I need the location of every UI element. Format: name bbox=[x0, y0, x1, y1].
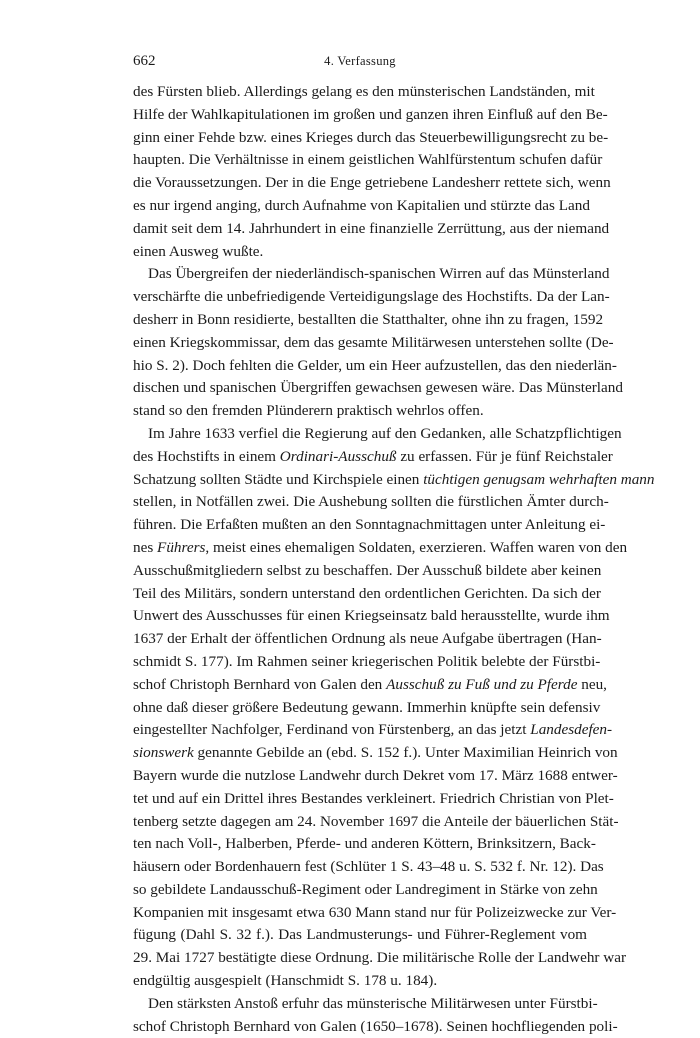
text-line bbox=[133, 924, 587, 947]
italic-text: sionswerk bbox=[133, 744, 194, 762]
running-head: 4. Verfassung bbox=[324, 54, 396, 68]
text-segment: Im Jahre 1633 verfiel die Regierung auf den Gedanken, alle Schatzpflichtigen bbox=[148, 424, 622, 442]
text-segment: desherr in Bonn residierte, bestallten die Statthalter, ohne ihn zu fragen, 1592 bbox=[133, 310, 604, 328]
text-line bbox=[133, 583, 601, 606]
text-line bbox=[133, 674, 607, 697]
text-line bbox=[133, 104, 608, 127]
text-line bbox=[133, 332, 614, 355]
text-segment: Hilfe der Wahlkapitulationen im großen und ganzen ihren Einfluß auf den Be- bbox=[133, 105, 608, 123]
text-segment: einen Ausweg wußte. bbox=[133, 242, 264, 260]
text-segment: Ausschußmitgliedern selbst zu beschaffen. Der Ausschuß bildete aber keinen bbox=[133, 561, 602, 579]
text-segment: stand so den fremden Plünderern praktisch wehrlos offen. bbox=[133, 402, 484, 420]
text-segment: tenberg setzte dagegen am 24. November 1697 die Anteile der bäuerlichen Stät- bbox=[133, 812, 619, 830]
text-segment: ohne daß dieser größere Bedeutung gewann. Immerhin knüpfte sein defensiv bbox=[133, 698, 601, 716]
text-line bbox=[133, 514, 606, 537]
text-line bbox=[133, 309, 604, 332]
text-line bbox=[133, 765, 618, 788]
italic-text: Führers bbox=[157, 538, 206, 556]
text-segment: 29. Mai 1727 bestätigte diese Ordnung. Die militärische Rolle der Landwehr war bbox=[133, 949, 627, 967]
text-segment: des Hochstifts in einem bbox=[133, 447, 280, 465]
text-line bbox=[133, 628, 602, 651]
text-segment: Den stärksten Anstoß erfuhr das münsterische Militärwesen unter Fürstbi- bbox=[148, 994, 598, 1012]
text-segment: neu, bbox=[577, 675, 607, 693]
text-line bbox=[133, 218, 610, 241]
text-line bbox=[133, 833, 596, 856]
text-segment: verschärfte die unbefriedigende Verteidigungslage des Hochstifts. Da der Lan- bbox=[133, 288, 610, 306]
text-segment: zu erfassen. Für je fünf Reichstaler bbox=[396, 447, 613, 465]
text-line bbox=[133, 355, 617, 378]
text-segment: 1637 der Erhalt der öffentlichen Ordnung als neue Aufgabe übertragen (Han- bbox=[133, 630, 602, 648]
text-segment: Unwert des Ausschusses für einen Kriegseinsatz bald herausstellte, wurde ihm bbox=[133, 607, 610, 625]
text-line bbox=[133, 560, 602, 583]
italic-text: Landesdefen- bbox=[530, 721, 613, 739]
text-line bbox=[133, 993, 598, 1016]
text-line bbox=[133, 81, 595, 104]
text-segment: die Voraussetzungen. Der in die Enge getriebene Landesherr rettete sich, wenn bbox=[133, 174, 611, 192]
text-segment: hio S. 2). Doch fehlten die Gelder, um ein Heer aufzustellen, das den niederlän- bbox=[133, 356, 617, 374]
text-segment: Bayern wurde die nutzlose Landwehr durch Dekret vom 17. März 1688 entwer- bbox=[133, 766, 618, 784]
text-line bbox=[133, 377, 623, 400]
body-text bbox=[133, 81, 655, 1038]
text-line bbox=[133, 172, 611, 195]
text-line bbox=[133, 970, 587, 993]
text-segment: , meist eines ehemaligen Soldaten, exerzieren. Waffen waren von den bbox=[205, 538, 628, 556]
text-line bbox=[133, 469, 655, 492]
text-segment: Schatzung sollten Städte und Kirchspiele einen bbox=[133, 470, 424, 488]
text-line bbox=[133, 697, 601, 720]
text-segment: eingestellter Nachfolger, Ferdinand von Fürstenberg, an das jetzt bbox=[133, 721, 531, 739]
text-line bbox=[133, 491, 609, 514]
text-line bbox=[133, 651, 601, 674]
text-line bbox=[133, 446, 613, 469]
text-line bbox=[133, 788, 614, 811]
text-segment: fügung (Dahl S. 32 f.). Das Landmusterungs- und Führer-Reglement vom bbox=[133, 926, 587, 944]
text-line bbox=[133, 263, 610, 286]
text-line bbox=[133, 286, 610, 309]
text-segment: dischen und spanischen Übergriffen gewachsen gewesen wäre. Das Münsterland bbox=[133, 379, 623, 397]
text-line bbox=[133, 1016, 618, 1038]
page-number: 662 bbox=[133, 53, 156, 69]
text-line bbox=[133, 902, 617, 925]
text-line bbox=[133, 195, 590, 218]
text-line bbox=[133, 719, 613, 742]
text-segment: haupten. Die Verhältnisse in einem geistlichen Wahlfürstentum schufen dafür bbox=[133, 151, 603, 169]
page-header bbox=[133, 53, 587, 71]
text-segment: endgültig ausgespielt (Hanschmidt S. 178 u. 184). bbox=[133, 972, 438, 990]
text-segment: so gebildete Landausschuß-Regiment oder Landregiment in Stärke von zehn bbox=[133, 880, 598, 898]
text-line bbox=[133, 400, 587, 423]
text-segment: einen Kriegskommissar, dem das gesamte Militärwesen unterstehen sollte (De- bbox=[133, 333, 614, 351]
text-segment: genannte Gebilde an (ebd. S. 152 f.). Unter Maximilian Heinrich von bbox=[193, 744, 618, 762]
text-segment: tet und auf ein Drittel ihres Bestandes verkleinert. Friedrich Christian von Plet- bbox=[133, 789, 614, 807]
text-segment: schof Christoph Bernhard von Galen (1650–1678). Seinen hochfliegenden poli- bbox=[133, 1017, 618, 1035]
italic-text: tüchtigen genugsam wehrhaften mann bbox=[423, 470, 655, 488]
text-segment: schmidt S. 177). Im Rahmen seiner kriegerischen Politik belebte der Fürstbi- bbox=[133, 652, 601, 670]
text-segment: nes bbox=[133, 538, 158, 556]
text-segment: damit seit dem 14. Jahrhundert in eine finanzielle Zerrüttung, aus der niemand bbox=[133, 219, 610, 237]
text-line bbox=[133, 879, 598, 902]
text-segment: es nur irgend anging, durch Aufnahme von Kapitalien und stürzte das Land bbox=[133, 196, 590, 214]
text-segment: Das Übergreifen der niederländisch-spanischen Wirren auf das Münsterland bbox=[148, 265, 610, 283]
text-segment: ten nach Voll-, Halberben, Pferde- und anderen Köttern, Brinksitzern, Back- bbox=[133, 835, 596, 853]
text-line bbox=[133, 856, 604, 879]
text-segment: schof Christoph Bernhard von Galen den bbox=[133, 675, 387, 693]
text-line bbox=[133, 605, 610, 628]
text-line bbox=[133, 241, 587, 264]
text-segment: stellen, in Notfällen zwei. Die Aushebung sollten die fürstlichen Ämter durch- bbox=[133, 493, 609, 511]
text-segment: des Fürsten blieb. Allerdings gelang es den münsterischen Landständen, mit bbox=[133, 83, 595, 100]
text-line bbox=[133, 742, 618, 765]
text-segment: führen. Die Erfaßten mußten an den Sonntagnachmittagen unter Anleitung ei- bbox=[133, 516, 606, 534]
text-segment: Teil des Militärs, sondern unterstand den ordentlichen Gerichten. Da sich der bbox=[133, 584, 601, 602]
text-line bbox=[133, 537, 628, 560]
text-segment: Kompanien mit insgesamt etwa 630 Mann stand nur für Polizeizwecke zur Ver- bbox=[133, 903, 617, 921]
text-segment: häusern oder Bordenhauern fest (Schlüter 1 S. 43–48 u. S. 532 f. Nr. 12). Das bbox=[133, 858, 604, 876]
text-line bbox=[133, 149, 603, 172]
text-line bbox=[133, 423, 622, 446]
text-line bbox=[133, 811, 619, 834]
italic-text: Ordinari-Ausschuß bbox=[279, 447, 397, 465]
text-line bbox=[133, 947, 627, 970]
text-line bbox=[133, 127, 609, 150]
italic-text: Ausschuß zu Fuß und zu Pferde bbox=[386, 675, 578, 693]
text-segment: ginn einer Fehde bzw. eines Krieges durch das Steuerbewilligungsrecht zu be- bbox=[133, 128, 609, 146]
